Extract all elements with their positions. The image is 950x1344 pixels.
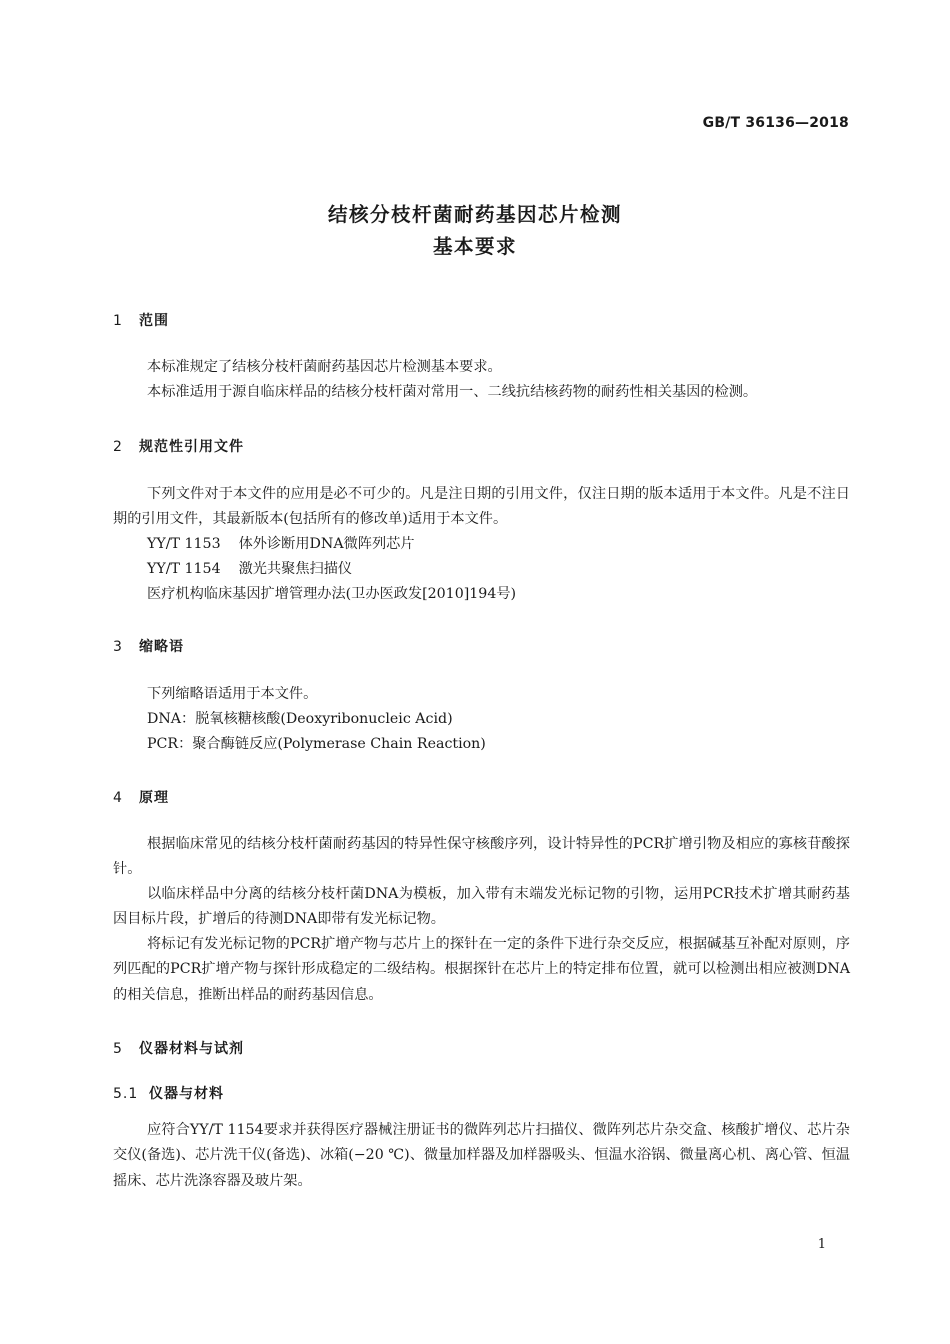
- page-number: 1: [817, 1237, 826, 1252]
- section-3-heading: [113, 636, 184, 656]
- section-number: 1: [113, 313, 123, 329]
- subsection-5-1-heading: [113, 1083, 224, 1103]
- section-title: 规范性引用文件: [139, 439, 244, 455]
- reference-title: 体外诊断用DNA微阵列芯片: [238, 536, 415, 552]
- document-title-line2: 基本要求: [432, 235, 517, 258]
- section-title: 范围: [139, 313, 169, 329]
- section-4-paragraph: 根据临床常见的结核分枝杆菌耐药基因的特异性保守核酸序列，设计特异性的PCR扩增引物及相应的寡核苷酸探针。: [113, 836, 850, 878]
- reference-title: 激光共聚焦扫描仪: [238, 561, 353, 577]
- normative-reference: [147, 532, 415, 557]
- subsection-5-1-paragraph: 应符合YY/T 1154要求并获得医疗器械注册证书的微阵列芯片扫描仪、微阵列芯片杂交盒、核酸扩增仪、芯片杂交仪(备选)、芯片洗干仪(备选)、冰箱(−20 ℃)、微量加样器及加样器吸头、恒温水浴锅、微量离心机、离心管、恒温摇床、芯片洗涤容器及玻片架。: [113, 1122, 850, 1189]
- section-1-paragraph: 本标准适用于源自临床样品的结核分枝杆菌对常用一、二线抗结核药物的耐药性相关基因的检测。: [147, 384, 758, 400]
- section-title: 缩略语: [139, 639, 184, 655]
- reference-code: YY/T 1153: [147, 536, 221, 552]
- abbreviations-intro: 下列缩略语适用于本文件。: [147, 686, 318, 702]
- standard-code: GB/T 36136—2018: [702, 115, 849, 131]
- section-number: 2: [113, 439, 123, 455]
- section-1-paragraph: 本标准规定了结核分枝杆菌耐药基因芯片检测基本要求。: [147, 359, 502, 375]
- section-5-heading: [113, 1038, 244, 1058]
- document-title-line1: 结核分枝杆菌耐药基因芯片检测: [327, 203, 622, 226]
- section-number: 3: [113, 639, 123, 655]
- section-4-heading: [113, 787, 169, 807]
- normative-reference: 医疗机构临床基因扩增管理办法(卫办医政发[2010]194号): [147, 586, 517, 602]
- section-4-paragraph: 将标记有发光标记物的PCR扩增产物与芯片上的探针在一定的条件下进行杂交反应，根据碱基互补配对原则，序列匹配的PCR扩增产物与探针形成稳定的二级结构。根据探针在芯片上的特定排布位置，就可以检测出相应被测DNA的相关信息，推断出样品的耐药基因信息。: [113, 936, 850, 1003]
- section-title: 原理: [139, 790, 169, 806]
- section-number: 5.1: [113, 1086, 139, 1102]
- abbreviation-item: PCR：聚合酶链反应(Polymerase Chain Reaction): [147, 736, 486, 752]
- section-1-heading: [113, 310, 169, 330]
- section-2-intro: 下列文件对于本文件的应用是必不可少的。凡是注日期的引用文件，仅注日期的版本适用于本文件。凡是不注日期的引用文件，其最新版本(包括所有的修改单)适用于本文件。: [113, 486, 850, 528]
- section-4-paragraph: 以临床样品中分离的结核分枝杆菌DNA为模板，加入带有末端发光标记物的引物，运用PCR技术扩增其耐药基因目标片段，扩增后的待测DNA即带有发光标记物。: [113, 886, 850, 928]
- section-number: 4: [113, 790, 123, 806]
- section-title: 仪器材料与试剂: [139, 1041, 244, 1057]
- section-title: 仪器与材料: [149, 1086, 224, 1102]
- abbreviation-item: DNA：脱氧核糖核酸(Deoxyribonucleic Acid): [147, 711, 453, 727]
- section-2-heading: [113, 436, 244, 456]
- reference-code: YY/T 1154: [147, 561, 221, 577]
- section-number: 5: [113, 1041, 123, 1057]
- normative-reference: [147, 557, 352, 582]
